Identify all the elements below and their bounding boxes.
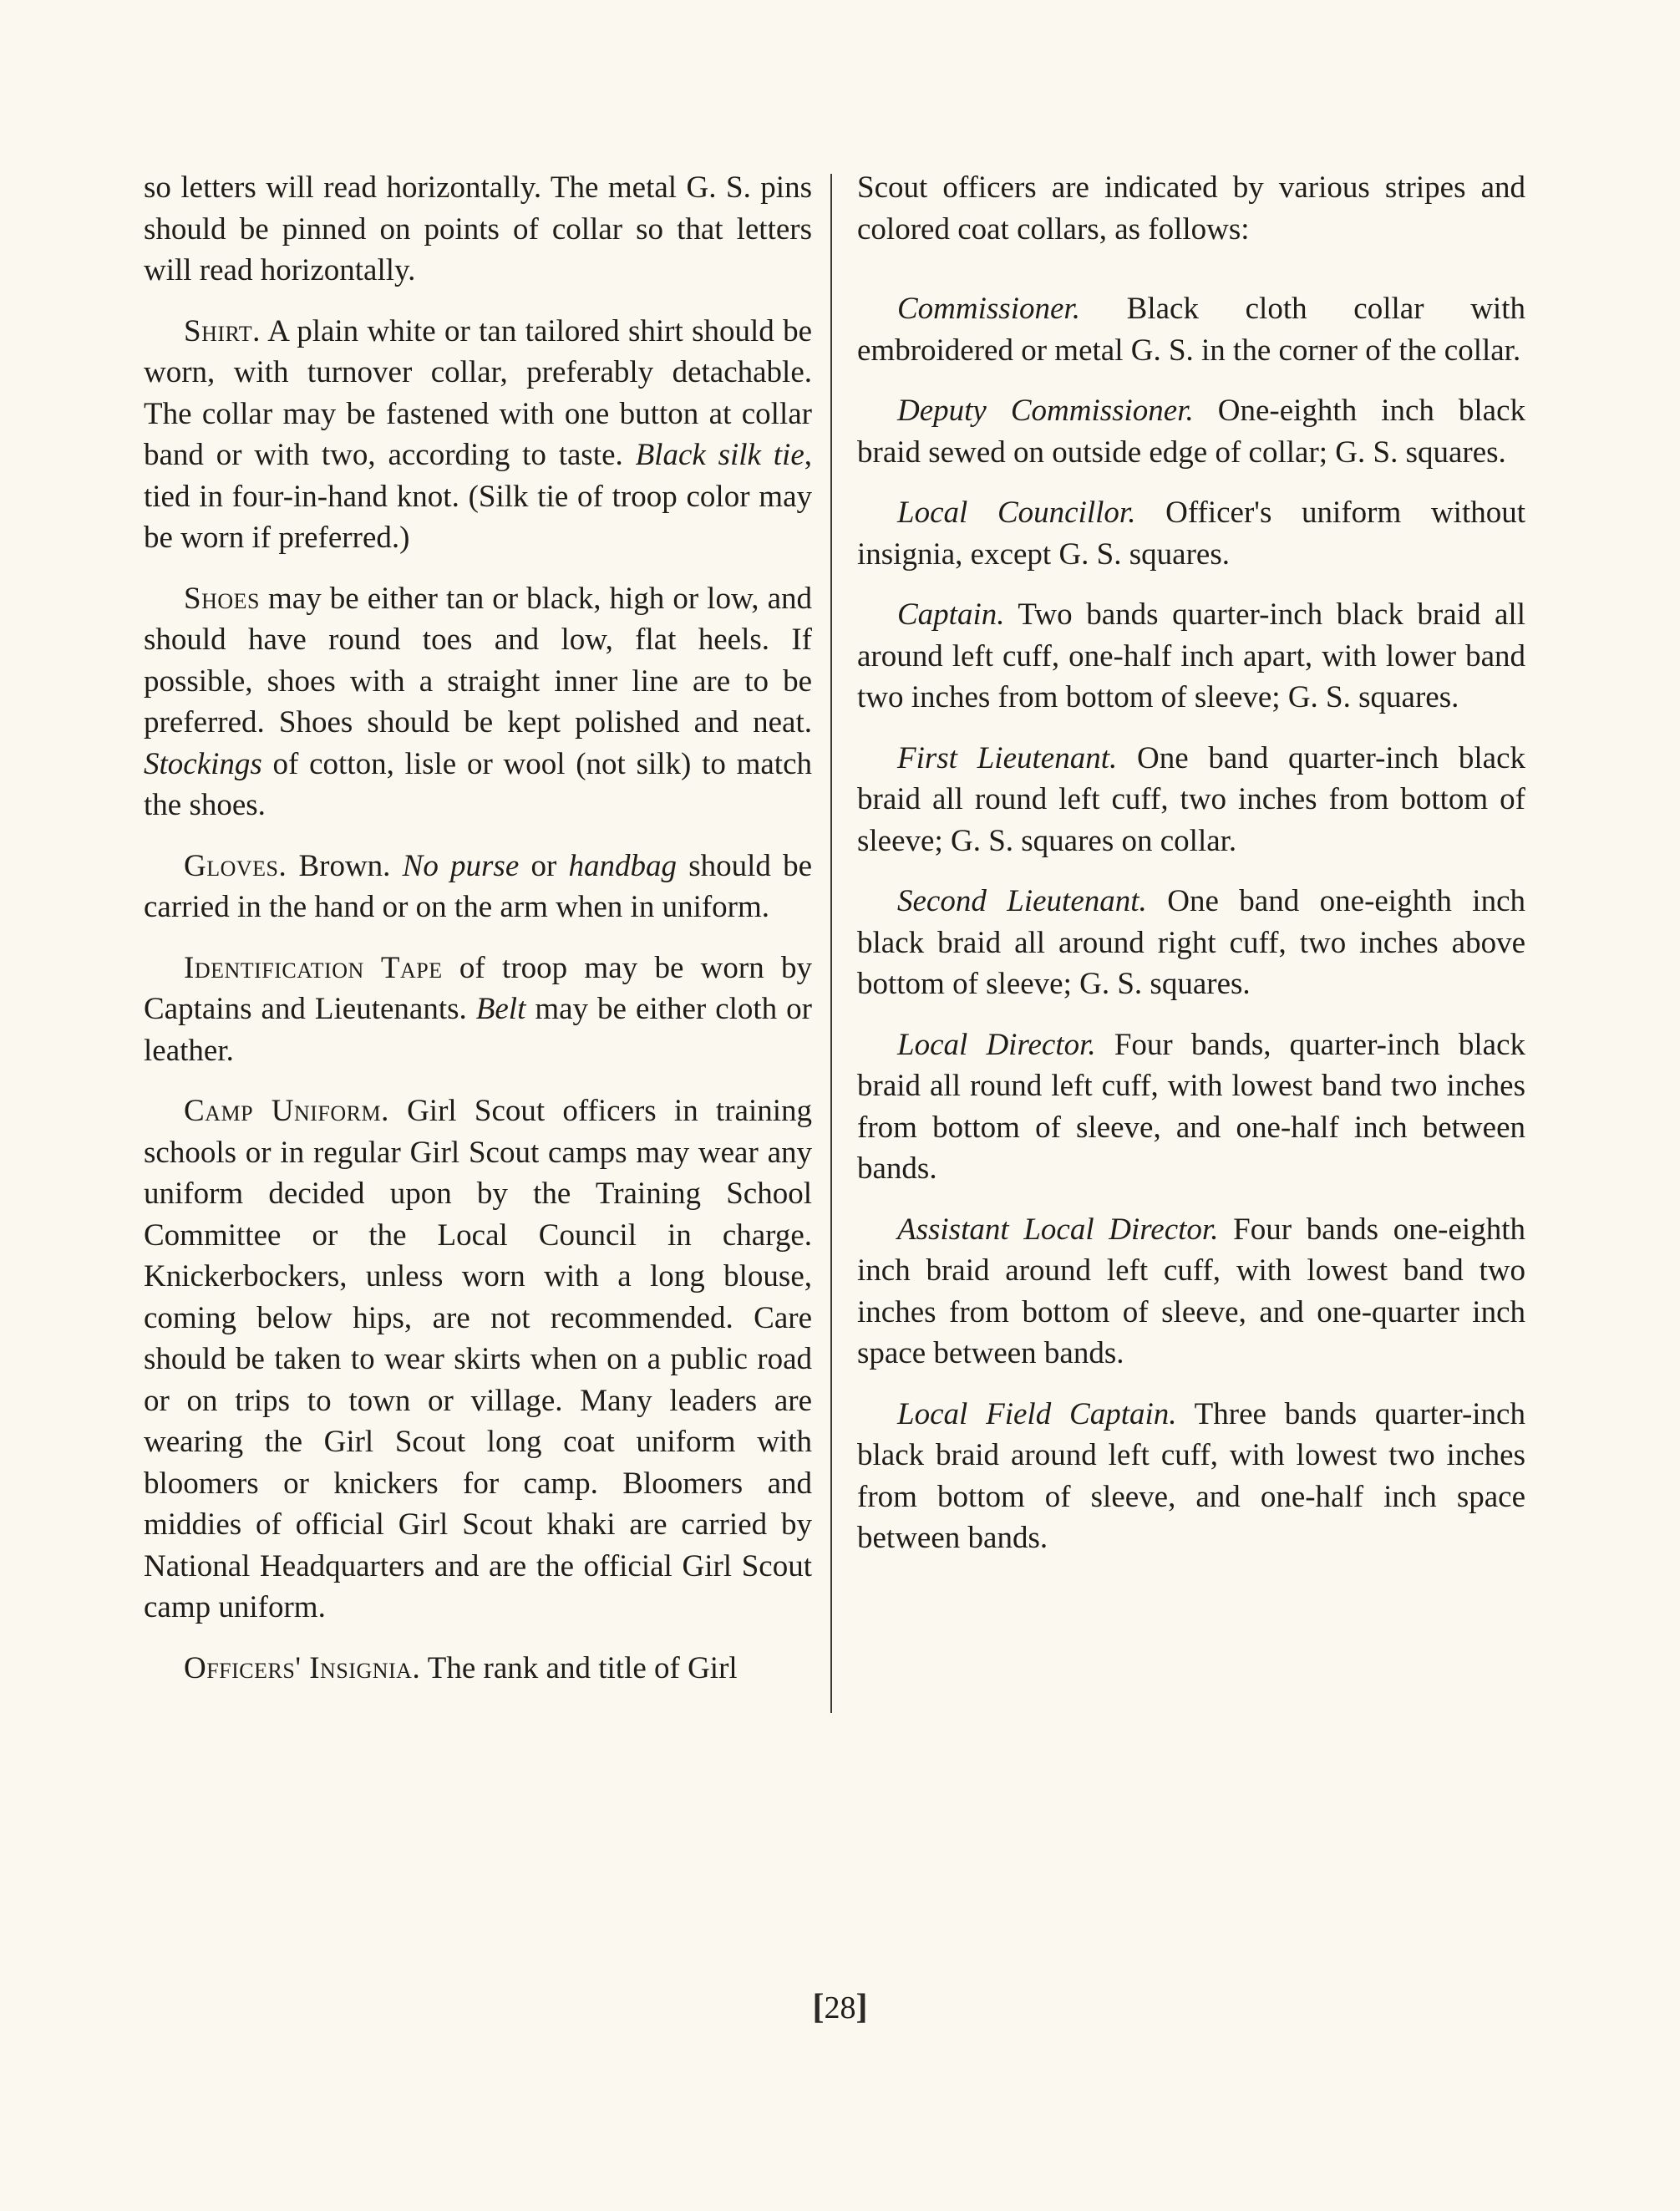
paragraph-shoes [144,578,812,826]
rank-description: One-eighth inch black braid sewed on outside edge of collar; G. S. squares. [857,394,1525,470]
rank-captain [857,594,1525,719]
rank-second-lieutenant [857,881,1525,1005]
italic-term: Black silk tie [635,438,804,472]
rank-title: Deputy Commissioner. [897,394,1194,428]
right-column [857,167,1525,1578]
paragraph-text: A plain white or tan tailored shirt should be worn, with turnover collar, preferably detachable. The collar may be fastened with one button at collar band or with two, according to taste. [144,313,812,472]
paragraph-text: may be either cloth or leather. [144,992,813,1068]
rank-description: Two bands quarter-inch black braid all around left cuff, one-half inch apart, with lower band two inches from bottom of sleeve; G. S. squares. [857,597,1525,714]
italic-term: handbag [568,848,677,883]
rank-description: Four bands, quarter-inch black braid all round left cuff, with lowest band two inches from bottom of sleeve, and one-half inch between bands. [857,1027,1525,1186]
rank-commissioner [857,288,1525,371]
paragraph-shirt [144,311,812,559]
paragraph-insignia-intro [857,167,1525,250]
rank-local-director [857,1024,1525,1190]
italic-term: Belt [475,992,526,1026]
section-heading-identification-tape: Identification Tape [184,950,443,985]
italic-term: No purse [402,848,520,883]
rank-title: First Lieutenant. [897,740,1118,775]
paragraph-text: so letters will read horizontally. The metal G. S. pins should be pinned on points of collar so that letters will read horizontally. [144,170,812,287]
paragraph-camp-uniform [144,1090,812,1629]
paragraph-text: of troop may be worn by Captains and Lieutenants. [144,950,813,1026]
paragraph-officers-insignia [144,1648,812,1690]
rank-title: Second Lieutenant. [897,884,1147,918]
section-heading-shirt: Shirt. [184,313,261,348]
paragraph-text: Scout officers are indicated by various stripes and colored coat collars, as follows: [857,170,1525,247]
paragraph-text: may be either tan or black, high or low, and should have round toes and low, flat heels. If possible, shoes with a straight inner line are to be preferred. Shoes should be kept polished and neat. [144,581,812,740]
rank-title: Assistant Local Director. [897,1212,1219,1247]
rank-description: Four bands one-eighth inch braid around left cuff, with lowest band two inches from bottom of sleeve, and one-quarter inch space between bands. [857,1212,1525,1370]
left-column [144,167,812,1708]
rank-deputy-commissioner [857,390,1525,473]
rank-local-field-captain [857,1394,1525,1559]
rank-title: Commissioner. [897,292,1080,326]
page-number-value: 28 [824,1990,856,2025]
rank-description: Officer's uniform without insignia, except G. S. squares. [857,496,1525,572]
rank-title: Captain. [897,597,1005,632]
section-heading-camp-uniform: Camp Uniform. [184,1094,389,1128]
section-heading-officers-insignia: Officers' Insignia. [184,1650,421,1685]
rank-description: One band quarter-inch black braid all round left cuff, two inches from bottom of sleeve; G. S. squares on collar. [857,740,1525,858]
section-heading-gloves: Gloves. [184,848,287,883]
paragraph-text: , tied in four-in-hand knot. (Silk tie of troop color may be worn if preferred.) [144,438,812,555]
rank-description: One band one-eighth inch black braid all around right cuff, two inches above bottom of sleeve; G. S. squares. [857,884,1526,1001]
paragraph-gloves [144,846,812,928]
paragraph-text: of cotton, lisle or wool (not silk) to match the shoes. [144,746,812,822]
paragraph-text: Girl Scout officers in training schools or in regular Girl Scout camps may wear any uniform decided upon by the Training School Committee or the Local Council in charge. Knickerbockers, unless worn with a long blouse, coming below hips, are not recommended. Care should be taken to wear skirts when on a public road or on trips to town or village. Many leaders are wearing the Girl Scout long coat uniform with bloomers or knickers for camp. Bloomers and middies of official Girl Scout khaki are carried by National Headquarters and are the official Girl Scout camp uniform. [144,1094,813,1624]
paragraph-text: The rank and title of Girl [420,1650,738,1685]
rank-description: Three bands quarter-inch black braid around left cuff, with lowest two inches from bottom of sleeve, and one-half inch space between bands. [857,1396,1525,1555]
column-divider [830,174,832,1713]
rank-title: Local Director. [897,1027,1096,1062]
rank-local-councillor [857,492,1525,575]
bracket-right-ornament: ] [855,1988,868,2026]
rank-description: Black cloth collar with embroidered or metal G. S. in the corner of the collar. [857,292,1525,368]
rank-first-lieutenant [857,738,1525,862]
paragraph-identification-tape [144,948,812,1072]
page-number [0,1987,1680,2027]
rank-assistant-local-director [857,1209,1525,1375]
italic-term: Stockings [144,746,262,781]
rank-title: Local Councillor. [897,496,1136,530]
bracket-left-ornament: [ [812,1988,825,2026]
rank-title: Local Field Captain. [897,1396,1177,1431]
paragraph-text: or [519,848,569,883]
paragraph-text: Brown. [287,848,403,883]
paragraph-text: should be carried in the hand or on the arm when in uniform. [144,848,812,924]
paragraph-collar-continued [144,167,812,292]
section-heading-shoes: Shoes [184,581,260,616]
